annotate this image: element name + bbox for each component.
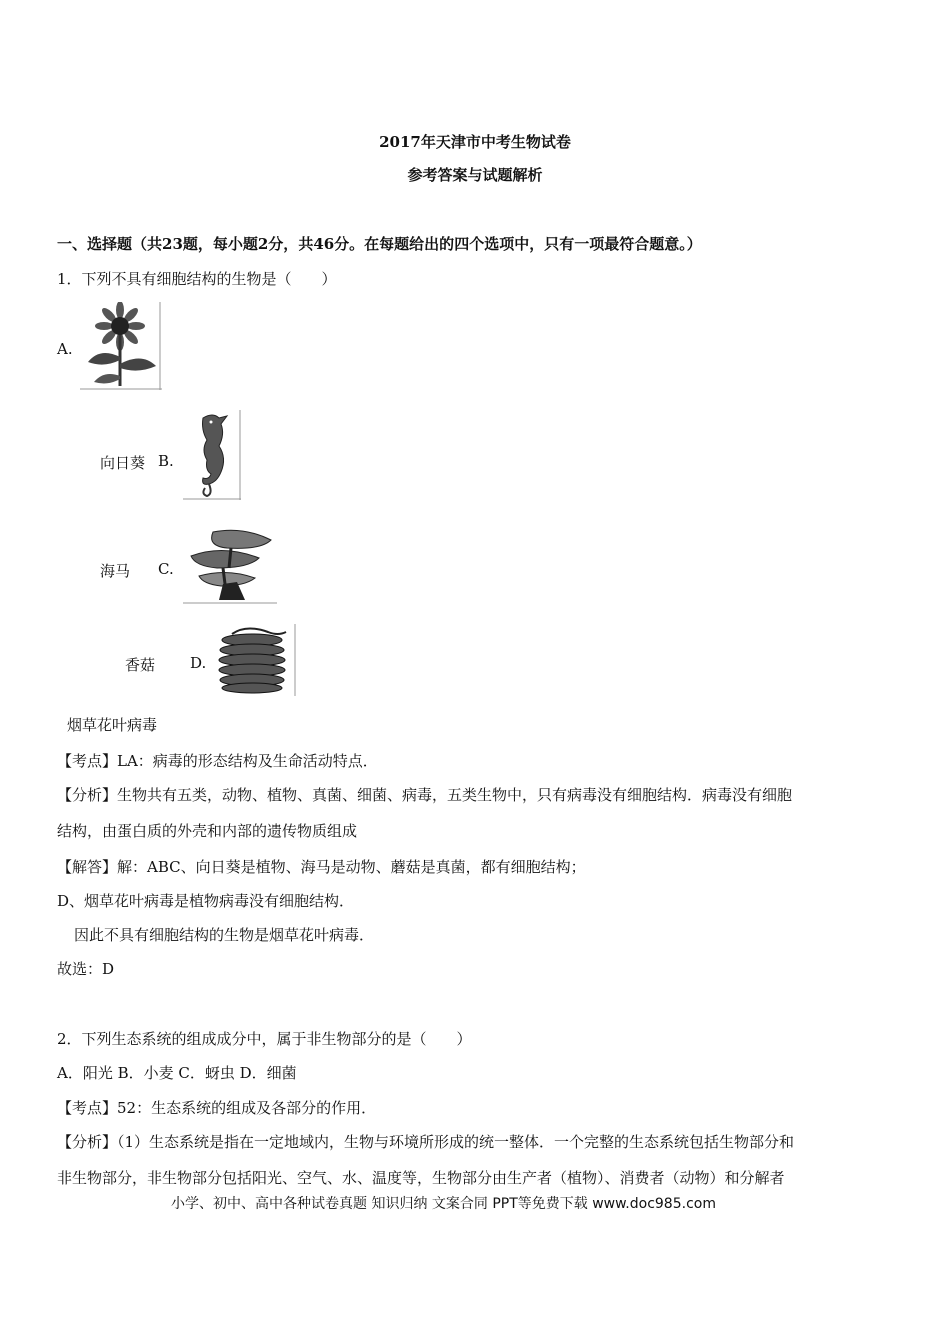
seahorse-image xyxy=(183,410,241,500)
page-subtitle: 参考答案与试题解析 xyxy=(407,166,543,184)
option-d-caption: 烟草花叶病毒 xyxy=(67,716,158,734)
mushroom-image xyxy=(183,526,277,604)
q1-jieda-line2: D、烟草花叶病毒是植物病毒没有细胞结构． xyxy=(57,892,355,910)
question-2-options: A．阳光 B．小麦 C．蚜虫 D．细菌 xyxy=(57,1064,297,1082)
q2-kaodian: 【考点】52：生态系统的组成及各部分的作用． xyxy=(57,1099,377,1117)
sunflower-image xyxy=(80,302,162,390)
page-title: 2017年天津市中考生物试卷 xyxy=(379,133,571,151)
q1-kaodian: 【考点】LA：病毒的形态结构及生命活动特点． xyxy=(57,752,378,770)
q1-jieda-line1: 【解答】解：ABC、向日葵是植物、海马是动物、蘑菇是真菌，都有细胞结构； xyxy=(57,858,586,876)
q1-answer: 故选：D xyxy=(57,960,115,978)
option-a-caption: 向日葵 xyxy=(100,454,146,472)
option-c-letter: C. xyxy=(158,560,174,578)
q2-fenxi-line2: 非生物部分，非生物部分包括阳光、空气、水、温度等，生物部分由生产者（植物）、消费者（动物）和分解者 xyxy=(57,1169,785,1187)
section-heading: 一、选择题（共23题，每小题2分，共46分。在每题给出的四个选项中，只有一项最符合题意。） xyxy=(57,235,702,253)
question-2-stem: 2．下列生态系统的组成成分中，属于非生物部分的是（ ） xyxy=(57,1030,472,1048)
option-b-letter: B. xyxy=(158,452,174,470)
option-c-caption: 香菇 xyxy=(125,656,156,674)
page-footer: 小学、初中、高中各种试卷真题 知识归纳 文案合同 PPT等免费下载 www.doc985.com xyxy=(171,1196,716,1212)
option-a-letter: A. xyxy=(57,340,73,358)
option-d-letter: D. xyxy=(190,654,207,672)
q1-fenxi-line2: 结构，由蛋白质的外壳和内部的遗传物质组成 xyxy=(57,822,358,840)
q1-jieda-line3: 因此不具有细胞结构的生物是烟草花叶病毒． xyxy=(74,926,375,944)
q1-fenxi-line1: 【分析】生物共有五类，动物、植物、真菌、细菌、病毒，五类生物中，只有病毒没有细胞结构．病毒没有细胞 xyxy=(57,786,793,804)
question-1-stem: 1．下列不具有细胞结构的生物是（ ） xyxy=(57,270,337,288)
virus-image xyxy=(216,624,296,696)
option-b-caption: 海马 xyxy=(100,562,131,580)
q2-fenxi-line1: 【分析】（1）生态系统是指在一定地域内，生物与环境所形成的统一整体．一个完整的生态系统包括生物部分和 xyxy=(57,1133,795,1151)
